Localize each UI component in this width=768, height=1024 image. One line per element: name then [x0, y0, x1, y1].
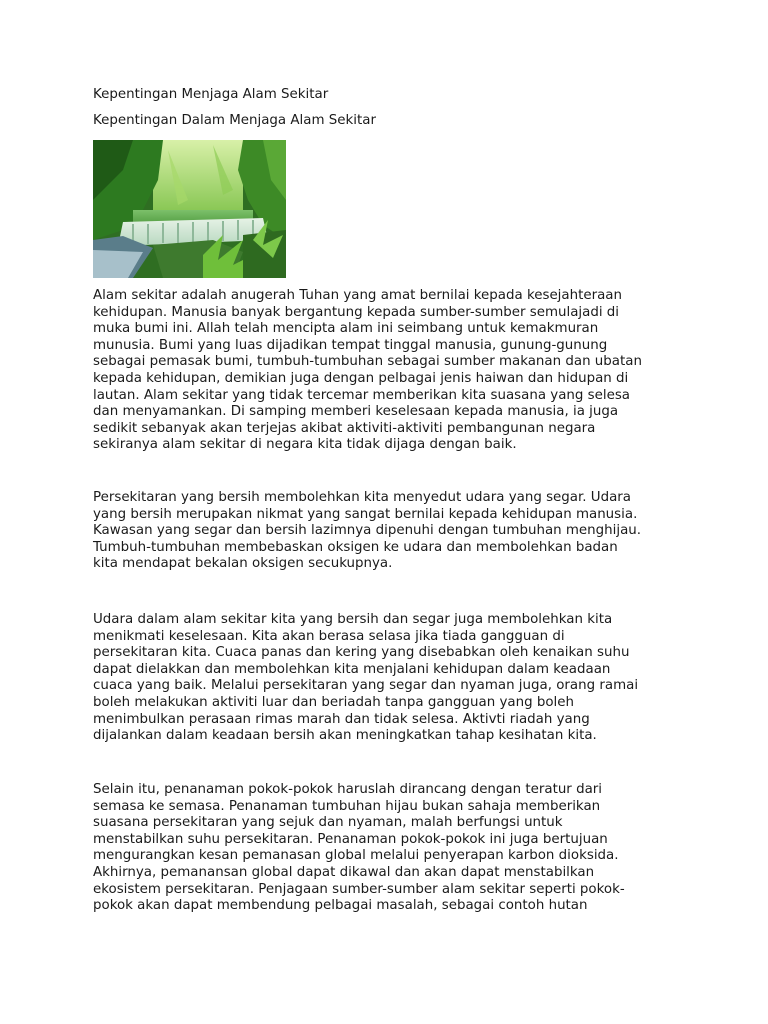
paragraph-1 [93, 288, 693, 454]
paragraph-line: cuaca yang baik. Melalui persekitaran yang segar dan nyaman juga, orang ramai [93, 678, 639, 694]
paragraph-line: menimbulkan perasaan rimas marah dan tidak selesa. Aktivti riadah yang [93, 711, 590, 727]
paragraph-line: boleh melakukan aktiviti luar dan beriadah tanpa gangguan yang boleh [93, 694, 574, 710]
paragraph-4 [93, 782, 693, 915]
paragraph-line: Selain itu, penanaman pokok-pokok haruslah dirancang dengan teratur dari [93, 782, 603, 797]
paragraph-line: pokok akan dapat membendung pelbagai masalah, sebagai contoh hutan [93, 898, 588, 914]
paragraph-line: Akhirnya, pemanansan global dapat dikawal dan akan dapat menstabilkan [93, 864, 595, 880]
paragraph-line: kita mendapat bekalan oksigen secukupnya. [93, 556, 393, 572]
paragraph-line: kehidupan. Manusia banyak bergantung kepada sumber-sumber semulajadi di [93, 304, 620, 320]
document-title: Kepentingan Menjaga Alam Sekitar [93, 87, 329, 102]
paragraph-line: Kawasan yang segar dan bersih lazimnya dipenuhi dengan tumbuhan menghijau. [93, 523, 642, 539]
paragraph-line: lautan. Alam sekitar yang tidak tercemar memberikan kita suasana yang selesa [93, 387, 631, 403]
paragraph-line: semasa ke semasa. Penanaman tumbuhan hijau bukan sahaja memberikan [93, 798, 601, 814]
paragraph-line: menstabilkan suhu persekitaran. Penanaman pokok-pokok ini juga bertujuan [93, 831, 608, 847]
paragraph-line: mengurangkan kesan pemanasan global melalui penyerapan karbon dioksida. [93, 848, 619, 864]
paragraph-line: dapat dielakkan dan membolehkan kita menjalani kehidupan dalam keadaan [93, 661, 611, 677]
paragraph-line: Alam sekitar adalah anugerah Tuhan yang amat bernilai kepada kesejahteraan [93, 288, 622, 303]
paragraph-line: dan menyamankan. Di samping memberi keselesaan kepada manusia, ia juga [93, 404, 619, 420]
paragraph-line: menikmati keselesaan. Kita akan berasa selasa jika tiada gangguan di [93, 628, 565, 644]
paragraph-line: yang bersih merupakan nikmat yang sangat bernilai kepada kehidupan manusia. [93, 506, 638, 522]
paragraph-line: sedikit sebanyak akan terjejas akibat aktiviti-aktiviti pembangunan negara [93, 420, 596, 436]
paragraph-line: sekiranya alam sekitar di negara kita tidak dijaga dengan baik. [93, 437, 517, 453]
document-subtitle: Kepentingan Dalam Menjaga Alam Sekitar [93, 113, 376, 128]
paragraph-line: munusia. Bumi yang luas dijadikan tempat tinggal manusia, gunung-gunung [93, 337, 608, 353]
paragraph-line: Tumbuh-tumbuhan membebaskan oksigen ke udara dan membolehkan badan [93, 539, 618, 555]
paragraph-line: suasana persekitaran yang sejuk dan nyaman, malah berfungsi untuk [93, 815, 563, 831]
paragraph-line: Udara dalam alam sekitar kita yang bersih dan segar juga membolehkan kita [93, 612, 613, 627]
paragraph-line: kepada kehidupan, demikian juga dengan pelbagai jenis haiwan dan hidupan di [93, 370, 629, 386]
paragraph-line: persekitaran kita. Cuaca panas dan kering yang disebabkan oleh kenaikan suhu [93, 645, 630, 661]
waterfall-forest-photo [93, 140, 286, 278]
paragraph-line: ekosistem persekitaran. Penjagaan sumber-sumber alam sekitar seperti pokok- [93, 881, 625, 897]
paragraph-line: muka bumi ini. Allah telah mencipta alam ini seimbang untuk kemakmuran [93, 321, 599, 337]
paragraph-2 [93, 490, 693, 573]
paragraph-3 [93, 612, 693, 745]
paragraph-line: sebagai pemasak bumi, tumbuh-tumbuhan sebagai sumber makanan dan ubatan [93, 354, 642, 370]
paragraph-line: dijalankan dalam keadaan bersih akan meningkatkan tahap kesihatan kita. [93, 728, 597, 744]
paragraph-line: Persekitaran yang bersih membolehkan kita menyedut udara yang segar. Udara [93, 490, 632, 505]
